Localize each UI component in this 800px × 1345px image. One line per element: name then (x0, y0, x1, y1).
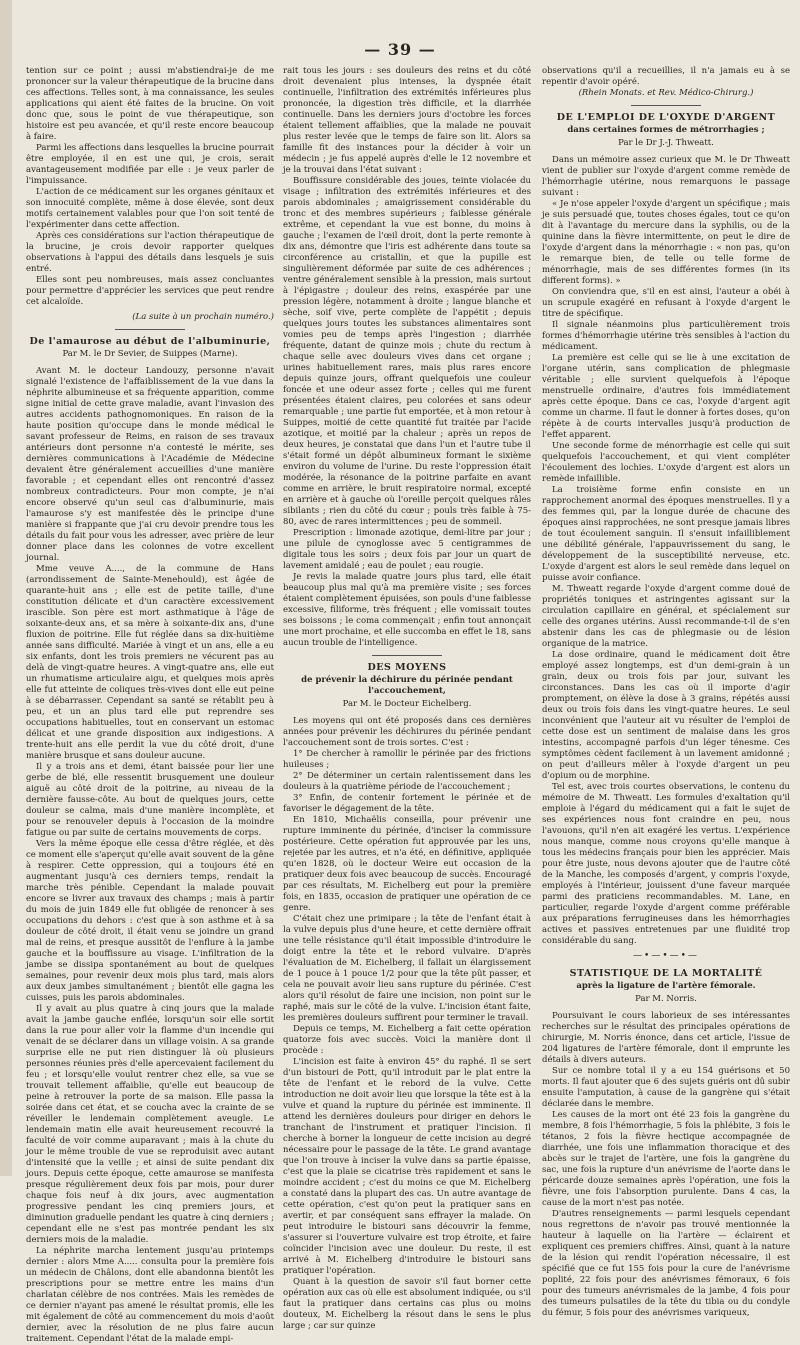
paragraph: En 1810, Michaëlis conseilla, pour prévenir une rupture imminente du périnée, d'inciser la commissure postérieure. Cette opération fut approuvée par les uns, rejetée par les autres, et n'a été, en définitive, appliquée qu'en 1828, où le docteur Weire eut occasion de la pratiquer deux fois avec beaucoup de succès. Encouragé par ces résultats, M. Eichelberg eut pour la première fois, en 1835, occasion de pratiquer une opération de ce genre. (283, 815, 531, 913)
divider (372, 655, 442, 656)
article-title: STATISTIQUE DE LA MORTALITÉ (569, 968, 763, 979)
paragraph: La troisième forme enfin consiste en un rapprochement anormal des époques menstruelles. Il y a des femmes qui, par la longue durée de chacune des époques ainsi rapprochées, ne sont presque jamais libres de tout écoulement sanguin. Il s'ensuit infailliblement une débilité générale, l'appauvrissement du sang, le développement de la susceptibilité nerveuse, etc. L'oxyde d'argent est alors le seul remède dans lequel on puisse avoir confiance. (542, 485, 790, 583)
column-3 (542, 66, 790, 1318)
ornament-divider: —•—•—•— (633, 951, 699, 961)
paragraph: Il y a trois ans et demi, étant baissée pour lier une gerbe de blé, elle ressentit brusquement une douleur aiguë au côté droit de la poitrine, au niveau de la dernière fausse-côte. Au bout de quelques jours, cette douleur se calma, mais d'une manière incomplète, et pour se renouveler depuis à l'occasion de la moindre fatigue ou par suite de certains mouvements de corps. (26, 762, 274, 838)
paragraph: Depuis ce temps, M. Eichelberg a fait cette opération quatorze fois avec succès. Voici la manière dont il procède : (283, 1024, 531, 1056)
paragraph: « Je n'ose appeler l'oxyde d'argent un spécifique ; mais je suis persuadé que, toutes choses égales, tout ce qu'on dit à l'avantage du mercure dans la syphilis, ou de la quinine dans la fièvre intermittente, on peut le dire de l'oxyde d'argent dans la ménorrhagie : « non pas, qu'on le remarque bien, de telle ou telle forme de ménorrhagie, mais de ses différentes formes (in its different forms). » (542, 199, 790, 286)
divider (631, 105, 701, 106)
binding-edge (0, 0, 12, 1176)
paragraph: Vers la même époque elle cessa d'être réglée, et dès ce moment elle s'aperçut qu'elle avait souvent de la gêne à respirer. Cette oppression, qui a toujours été en augmentant jusqu'à ces derniers temps, rendait la marche très pénible. Cependant la malade pouvait encore se livrer aux travaux des champs ; mais à partir du mois de juin 1849 elle fut obligée de renoncer à ses occupations du dehors : c'est que à son asthme et à sa douleur de côté droit, il était venu se joindre un grand mal de reins, et presque aussitôt de l'enflure à la jambe gauche et la bouffissure au visage. L'infiltration de la jambe se dissipa spontanément au bout de quelques semaines, pour revenir deux mois plus tard, mais alors aux deux jambes simultanément ; bientôt elle gagna les cuisses, puis les parois abdominales. (26, 839, 274, 1003)
paragraph: M. Thweatt regarde l'oxyde d'argent comme doué de propriétés toniques et astringentes agissant sur la circulation capillaire en général, et spécialement sur celle des organes utérins. Aussi recommande-t-il de s'en abstenir dans les cas de phlegmasie ou de lésion organique de la matrice. (542, 584, 790, 649)
paragraph: Les causes de la mort ont été 23 fois la gangrène du membre, 8 fois l'hémorrhagie, 5 fois la phlébite, 3 fois le tétanos, 2 fois la fièvre hectique accompagnée de diarrhée, une fois une inflammation thoracique et des abcès sur le trajet de l'artère, une fois la gangrène du sac, une fois la rupture d'un anévrisme de l'aorte dans le péricarde douze semaines après l'opération, une fois la fièvre, une fois l'absorption purulente. Dans 4 cas, la cause de la mort n'est pas notée. (542, 1110, 790, 1208)
paragraph: 3° Enfin, de contenir fortement le périnée et de favoriser le dégagement de la tête. (283, 793, 531, 814)
paragraph: L'incision est faite à environ 45° du raphé. Il se sert d'un bistouri de Pott, qu'il introduit par le plat entre la tête de l'enfant et le rebord de la vulve. Cette introduction ne doit avoir lieu que lorsque la tête est à la vulve et quand la rupture du périnée est imminente. Il attend les dernières douleurs pour diriger en dehors le tranchant de l'instrument et pratiquer l'incision. Il cherche à borner la longueur de cette incision au degré nécessaire pour le passage de la tête. Le grand avantage que l'on trouve à inciser la vulve dans sa partie épaisse, c'est que la plaie se cicatrise très rapidement et sans le moindre accident ; c'est du moins ce que M. Eichelberg a constaté dans la plupart des cas. Un autre avantage de cette opération, c'est qu'on peut la pratiquer sans en avertir, et par conséquent sans effrayer la malade. On peut introduire le bistouri sans découvrir la femme, s'assurer si l'ouverture vulvaire est trop étroite, et faire coïncider l'incision avec une douleur. Du reste, il est arrivé à M. Eichelberg d'introduire le bistouri sans pratiquer l'opération. (283, 1057, 531, 1276)
paragraph: rait tous les jours : ses douleurs des reins et du côté droit devenaient plus intenses, la dyspnée était continuelle, l'infiltration des extrémités inférieures plus prononcée, la digestion très difficile, et la diarrhée continuelle. Dans les derniers jours d'octobre les forces étaient tellement affaiblies, que la malade ne pouvait plus rester levée que le temps de faire son lit. Alors sa famille fit des instances pour la décider à voir un médecin ; je fus appelé auprès d'elle le 12 novembre et je la trouvai dans l'état suivant : (283, 66, 531, 175)
paragraph: Une seconde forme de ménorrhagie est celle qui suit quelquefois l'accouchement, et qui vient compléter l'écoulement des lochies. L'oxyde d'argent est alors un remède infaillible. (542, 441, 790, 484)
article-subtitle: après la ligature de l'artère fémorale. (576, 981, 756, 991)
paragraph: Elles sont peu nombreuses, mais assez concluantes pour permettre d'apprécier les services que peut rendre cet alcaloïde. (26, 275, 274, 307)
paragraph: On conviendra que, s'il en est ainsi, l'auteur a obéi à un scrupule exagéré en refusant à l'oxyde d'argent le titre de spécifique. (542, 287, 790, 319)
paragraph: Bouffissure considérable des joues, teinte violacée du visage ; infiltration des extrémités inférieures et des parois abdominales ; amaigrissement considérable du tronc et des membres supérieurs ; faiblesse générale extrême, et cependant la vue est bonne, du moins à gauche ; l'examen de l'œil droit, dont la perte remonte à dix ans, démontre que l'iris est adhérente dans toute sa circonférence au cristallin, et que la pupille est singulièrement déformée par suite de ces adhérences ; ventre généralement sensible à la pression, mais surtout à l'épigastre ; douleur des reins, exaspérée par une pression légère, notamment à droite ; langue blanche et sèche, soif vive, perte complète de l'appétit ; depuis quelques jours toutes les substances alimentaires sont vomies peu de temps après l'ingestion ; diarrhée fréquente, datant de quinze mois ; chute du rectum à chaque selle avec douleurs vives dans cet organe ; urines habituellement rares, mais plus rares encore depuis quinze jours, offrant quelquefois une couleur foncée et une odeur assez forte ; celles qui me furent présentées étaient claires, peu colorées et sans odeur remarquable ; une partie fut emportée, et à mon retour à Suippes, moitié de cette quantité fut traitée par l'acide azotique, et moitié par la chaleur ; après un repos de deux heures, je constatai que dans l'un et l'autre tube il s'était formé un dépôt albumineux formant le sixième environ du volume de l'urine. Du reste l'oppression était modérée, la résonance de la poitrine parfaite en avant comme en arrière, le bruit respiratoire normal, excepté en arrière et à gauche où l'oreille perçoit quelques râles sibilants ; rien du côté du cœur ; pouls très faible à 75-80, avec de rares intermittences ; peu de sommeil. (283, 176, 531, 527)
paragraph: Parmi les affections dans lesquelles la brucine pourrait être employée, il en est une qui, je crois, serait avantageusement modifiée par elle : je veux parler de l'impuissance. (26, 143, 274, 186)
paragraph: Après ces considérations sur l'action thérapeutique de la brucine, je crois devoir rapporter quelques observations à l'appui des détails dans lesquels je suis entré. (26, 231, 274, 274)
paragraph: Tel est, avec trois courtes observations, le contenu du mémoire de M. Thweatt. Les formules d'exaltation qu'il emploie à l'égard du médicament qui a fait le sujet de ses expériences nous font craindre en peu, nous l'avouons, qu'il n'en ait exagéré les vertus. L'expérience nous manque, comme nous croyons qu'elle manque à tous les médecins français pour bien les apprécier. Mais pour être juste, nous devons ajouter que de l'autre côté de la Manche, les composés d'argent, y compris l'oxyde, employés à l'intérieur, jouissent d'une faveur marquée parmi des praticiens recommandables. M. Lane, en particulier, regarde l'oxyde d'argent comme préférable aux préparations ferrugineuses dans les hémorrhagies actives et passives entretenues par une fluidité trop considérable du sang. (542, 782, 790, 946)
article-author: Par le Dr J.-J. Thweatt. (618, 138, 714, 148)
paragraph: Sur ce nombre total il y a eu 154 guérisons et 50 morts. Il faut ajouter que 6 des sujets guéris ont dû subir ensuite l'amputation, à cause de la gangrène qui s'était déclarée dans le membre. (542, 1066, 790, 1109)
paragraph: Mme veuve A...., de la commune de Hans (arrondissement de Sainte-Menehould), est âgée de quarante-huit ans ; elle est de petite taille, d'une constitution délicate et d'un caractère excessivement irascible. Son père est mort asthmatique à l'âge de soixante-deux ans, et sa mère à soixante-dix ans, d'une fluxion de poitrine. Elle fut réglée dans sa dix-huitième année sans difficulté. Mariée à vingt et un ans, elle a eu six enfants, dont les trois premiers ne vécurent pas au delà de vingt-quatre heures. A vingt-quatre ans, elle eut un rhumatisme articulaire aigu, et quelques mois après elle fut atteinte de coliques très-vives dont elle eut peine à se débarrasser. Cependant sa santé se rétablit peu à peu, et un an plus tard elle put reprendre ses occupations habituelles, tout en conservant un estomac délicat et une grande disposition aux indigestions. A trente-huit ans elle perdit la vue du côté droit, d'une manière brusque et sans douleur aucune. (26, 564, 274, 761)
paragraph: D'autres renseignements — parmi lesquels cependant nous regrettons de n'avoir pas trouvé mentionnée la hauteur à laquelle on lia l'artère — éclairent et expliquent ces premiers chiffres. Ainsi, quant à la nature de la lésion qui rendit l'opération nécessaire, il est spécifié que ce fut 155 fois pour la cure de l'anévrisme poplité, 22 fois pour des anévrismes fémoraux, 6 fois pour des tumeurs anévrismales de la jambe, 4 fois pour des tumeurs pulsatiles de la tête du tibia ou du condyle du fémur, 5 fois pour des anévrismes variqueux, (542, 1209, 790, 1318)
continuation-note: (La suite à un prochain numéro.) (132, 312, 274, 322)
paragraph: Il signale néanmoins plus particulièrement trois formes d'hémorrhagie utérine très sensibles à l'action du médicament. (542, 320, 790, 352)
paragraph: La première est celle qui se lie à une excitation de l'organe utérin, sans complication de phlegmasie véritable ; elle survient quelquefois à l'époque menstruelle ordinaire, d'autres fois immédiatement après cette époque. Dans ce cas, l'oxyde d'argent agit comme un charme. Il faut le donner à fortes doses, qu'on répète à de courts intervalles jusqu'à production de l'effet apparent. (542, 353, 790, 440)
paragraph: observations qu'il a recueillies, il n'a jamais eu à se repentir d'avoir opéré. (542, 66, 790, 87)
divider (115, 329, 185, 330)
article-author: Par M. Norris. (635, 994, 697, 1004)
article-title: DES MOYENS (367, 662, 447, 673)
article-subtitle: de prévenir la déchirure du périnée pendant l'accouchement, (301, 675, 513, 696)
paragraph: L'action de ce médicament sur les organes génitaux et son innocuité complète, même à dose élevée, sont deux motifs certainement valables pour que l'on soit tenté de l'expérimenter dans cette affection. (26, 187, 274, 230)
paragraph: La néphrite marcha lentement jusqu'au printemps dernier : alors Mme A..... consulta pour la première fois un médecin de Châlons, dont elle abandonna bientôt les prescriptions pour se mettre entre les mains d'un charlatan célèbre de nos contrées. Mais les remèdes de ce dernier n'ayant pas amené le résultat promis, elle les mit également de côté au commencement du mois d'août dernier, avec la résolution de ne plus faire aucun traitement. Cependant l'état de la malade empi- (26, 1246, 274, 1344)
paragraph: Dans un mémoire assez curieux que M. le Dr Thweatt vient de publier sur l'oxyde d'argent comme remède de l'hémorrhagie utérine, nous remarquons le passage suivant : (542, 155, 790, 198)
source-citation: (Rhein Monats. et Rev. Médico-Chirurg.) (578, 88, 754, 98)
page-number: — 39 — (364, 40, 436, 59)
paragraph: Poursuivant le cours laborieux de ses intéressantes recherches sur le résultat des principales opérations de chirurgie, M. Norris énonce, dans cet article, l'issue de 204 ligatures de l'artère fémorale, dont il emprunte les détails à divers auteurs. (542, 1011, 790, 1065)
paragraph: Quant à la question de savoir s'il faut borner cette opération aux cas où elle est absolument indiquée, ou s'il faut la pratiquer dans certains cas plus ou moins douteux, M. Eichelberg la résout dans le sens le plus large ; car sur quinze (283, 1277, 531, 1331)
paragraph: C'était chez une primipare ; la tête de l'enfant était à la vulve depuis plus d'une heure, et cette dernière offrait une telle résistance qu'il était impossible d'introduire le doigt entre la tête et le rebord vulvaire. D'après l'évaluation de M. Eichelberg, il fallait un élargissement de 1 pouce à 1 pouce 1/2 pour que la tête pût passer, et cela ne pouvait avoir lieu sans rupture du périnée. C'est alors qu'il résolut de faire une incision, non point sur le raphé, mais sur le côté de la vulve. L'incision étant faite, les premières douleurs suffirent pour terminer le travail. (283, 914, 531, 1023)
paragraph: 1° De chercher à ramollir le périnée par des frictions huileuses ; (283, 749, 531, 770)
paragraph: Je revis la malade quatre jours plus tard, elle était beaucoup plus mal qu'à ma première visite ; ses forces étaient complètement épuisées, son pouls d'une faiblesse excessive, filiforme, très fréquent ; elle vomissait toutes ses boissons ; le coma commençait ; enfin tout annonçait une mort prochaine, et elle succomba en effet le 18, sans aucun trouble de l'intelligence. (283, 572, 531, 648)
paragraph: 2° De déterminer un certain ralentissement dans les douleurs à la quatrième période de l'accouchement ; (283, 771, 531, 792)
paragraph: La dose ordinaire, quand le médicament doit être employé assez longtemps, est d'un demi-grain à un grain, deux ou trois fois par jour, suivant les circonstances. Dans les cas où il importe d'agir promptement, on élève la dose à 3 grains, répétés aussi deux ou trois fois dans les vingt-quatre heures. Le seul inconvénient que l'auteur ait vu résulter de l'emploi de cette dose est un sentiment de malaise dans les gros intestins, accompagné parfois d'un léger ténesme. Ces symptômes cèdent facilement à un lavement amidonné ; on peut d'ailleurs mêler à l'oxyde d'argent un peu d'opium ou de morphine. (542, 650, 790, 781)
article-author: Par M. le Dr Sevier, de Suippes (Marne). (62, 349, 238, 359)
column-2 (283, 66, 531, 1331)
paragraph: Les moyens qui ont été proposés dans ces dernières années pour prévenir les déchirures du périnée pendant l'accouchement sont de trois sortes. C'est : (283, 716, 531, 748)
column-1 (26, 66, 274, 1344)
article-subtitle: dans certaines formes de métrorrhagies ; (567, 125, 765, 135)
paragraph: Avant M. le docteur Landouzy, personne n'avait signalé l'existence de l'affaiblissement de la vue dans la néphrite albumineuse et sa fréquente apparition, comme signe initial de cette grave maladie, avant l'invasion des autres accidents pathognomoniques. En raison de la haute position qu'occupe dans le monde médical le savant professeur de Reims, en raison de ses travaux antérieurs dont personne n'a contesté le mérite, ses dernières communications à l'Académie de Médecine devaient être généralement accueillies d'une manière favorable ; et cependant elles ont rencontré d'assez nombreux contradicteurs. Pour mon compte, je n'ai encore observé qu'un seul cas d'albuminurie, mais l'amaurose s'y est manifestée dès le principe d'une manière si frappante que j'ai cru devoir prendre tous les détails du fait pour vous les adresser, avec prière de leur donner place dans les colonnes de votre excellent journal. (26, 366, 274, 563)
paragraph: Il y avait au plus quatre à cinq jours que la malade avait la jambe gauche enflée, lorsqu'un soir elle sortit dans la rue pour aller voir la flamme d'un incendie qui venait de se déclarer dans un village voisin. A sa grande surprise elle ne put rien distinguer là où plusieurs personnes réunies près d'elle apercevaient facilement du feu ; et lorsqu'elle voulut rentrer chez elle, sa vue se trouvait tellement affaiblie, qu'elle eut beaucoup de peine à retrouver la porte de sa maison. Elle passa la soirée dans cet état, et se coucha avec la crainte de se réveiller le lendemain complètement aveugle. Le lendemain matin elle avait heureusement recouvré la faculté de voir comme auparavant ; mais à la chute du jour le même trouble de vue se reproduisit avec autant d'intensité que la veille ; et ainsi de suite pendant dix jours. Depuis cette époque, cette amaurose se manifesta presque régulièrement deux fois par mois, pour durer chaque fois neuf à dix jours, avec augmentation progressive pendant les cinq premiers jours, et diminution graduelle pendant les quatre à cinq derniers ; cependant elle ne s'est pas montrée pendant les six derniers mois de la maladie. (26, 1004, 274, 1245)
article-author: Par M. le Docteur Eichelberg. (342, 699, 472, 709)
paragraph: Prescription : limonade azotique, demi-litre par jour ; une pilule de cynoglosse avec 5 centigrammes de digitale tous les soirs ; deux fois par jour un quart de lavement amidalé ; eau de poulet ; eau rougie. (283, 528, 531, 571)
article-title: De l'amaurose au début de l'albuminurie, (29, 336, 271, 347)
article-title: DE L'EMPLOI DE L'OXYDE D'ARGENT (556, 112, 776, 123)
paragraph: tention sur ce point ; aussi m'abstiendrai-je de me prononcer sur la valeur thérapeutique de la brucine dans ces affections. Telles sont, à ma connaissance, les seules applications qui aient été faites de la brucine. On voit donc que, sous le point de vue thérapeutique, son histoire est peu avancée, et qu'il reste encore beaucoup à faire. (26, 66, 274, 142)
